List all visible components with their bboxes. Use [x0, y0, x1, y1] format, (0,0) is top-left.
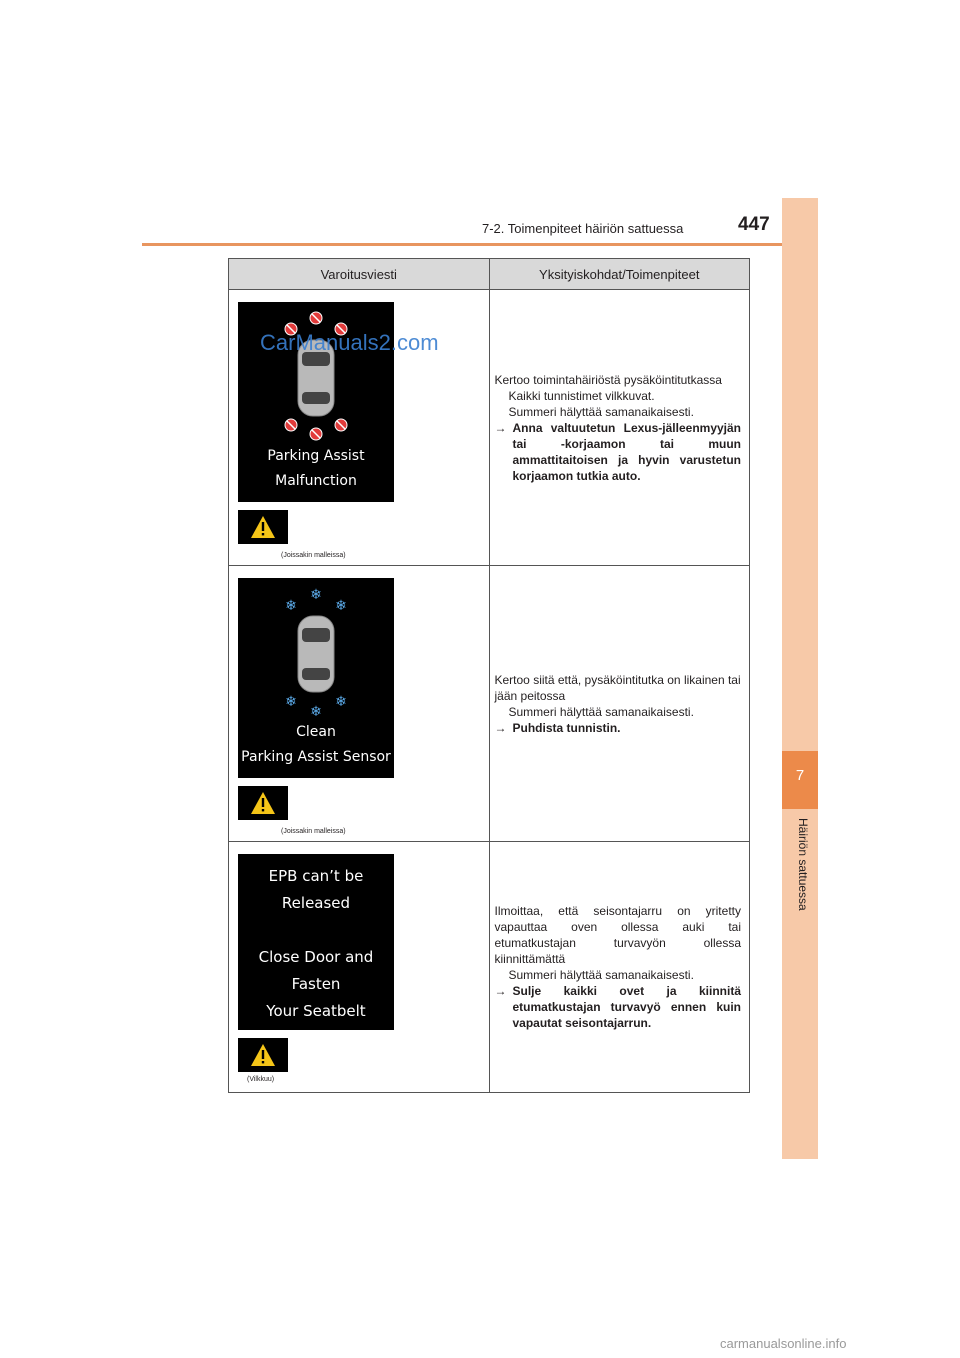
- display-line-3: Close Door and: [258, 948, 374, 966]
- detail-line: Summeri hälyttää samanaikaisesti.: [508, 404, 694, 419]
- display-line-2: Parking Assist Sensor: [241, 749, 391, 765]
- warning-display-cell: [229, 842, 490, 1093]
- side-chapter-number: 7: [782, 751, 818, 809]
- display-line-1: Clean: [296, 724, 336, 740]
- master-warning-icon: [238, 510, 288, 544]
- action-text: Puhdista tunnistin.: [512, 720, 621, 735]
- details-cell: [489, 566, 750, 842]
- icon-note: (Joissakin malleissa): [281, 552, 346, 559]
- details-cell: [489, 842, 750, 1093]
- svg-text:❄: ❄: [285, 694, 297, 710]
- col-header-details: Yksityiskohdat/Toimenpiteet: [489, 259, 750, 290]
- action-line: [495, 420, 742, 484]
- side-tab-band: [782, 198, 818, 1159]
- action-line: [495, 720, 742, 736]
- detail-line: Summeri hälyttää samanaikaisesti.: [508, 968, 694, 982]
- master-warning-icon: [238, 786, 288, 820]
- side-chapter-title: Häiriön sattuessa: [796, 818, 810, 911]
- warning-table: [228, 258, 750, 1093]
- display-line-2: Released: [281, 894, 351, 912]
- action-text: Anna valtuutetun Lexus-jälleenmyyjän tai -korjaamon tai muun ammattitaitoisen ja hyvin varustetun korjaamon tutkia auto.: [512, 420, 741, 483]
- display-screen: [238, 854, 394, 1030]
- icon-note: (Joissakin malleissa): [281, 828, 346, 835]
- col-header-warning: Varoitusviesti: [229, 259, 490, 290]
- detail-line: Summeri hälyttää samanaikaisesti.: [508, 704, 694, 719]
- watermark: CarManuals2.com: [260, 330, 439, 355]
- details-cell: [489, 290, 750, 566]
- description: Kertoo toimintahäiriöstä pysäköintitutkassa: [494, 372, 722, 387]
- icon-note: (Vilkkuu): [247, 1076, 275, 1083]
- master-warning-icon: [238, 1038, 288, 1072]
- arrow-right-icon: →: [494, 984, 507, 998]
- page-number: 447: [738, 214, 770, 235]
- display-line-4: Fasten: [291, 975, 341, 993]
- action-line: [495, 983, 742, 1031]
- svg-text:❄: ❄: [310, 587, 322, 603]
- svg-text:❄: ❄: [335, 598, 347, 614]
- warning-display-cell: [229, 566, 490, 842]
- svg-text:❄: ❄: [310, 704, 322, 718]
- header-rule: [142, 243, 818, 246]
- footer-watermark: carmanualsonline.info: [720, 1336, 847, 1351]
- table-row: [229, 842, 750, 1093]
- section-title: 7-2. Toimenpiteet häiriön sattuessa: [482, 221, 684, 236]
- description: Ilmoittaa, että seisontajarru on yritetty vapauttaa oven ollessa auki tai etumatkustajan turvavyön ollessa kiinnittämättä: [494, 904, 741, 966]
- display-screen: [238, 578, 394, 778]
- table-row: [229, 566, 750, 842]
- action-text: Sulje kaikki ovet ja kiinnitä etumatkustajan turvavyö ennen kuin vapautat seisontajarrun.: [512, 984, 741, 1030]
- display-line-5: Your Seatbelt: [266, 1002, 366, 1020]
- arrow-right-icon: →: [494, 420, 507, 435]
- parking-sensor-snow-icon: [238, 578, 394, 718]
- detail-line: Kaikki tunnistimet vilkkuvat.: [508, 388, 655, 403]
- arrow-right-icon: →: [494, 720, 507, 735]
- svg-text:❄: ❄: [285, 598, 297, 614]
- display-line-1: Parking Assist: [267, 448, 365, 464]
- display-line-2: Malfunction: [275, 473, 357, 489]
- parking-sensor-malfunction-icon: [238, 302, 394, 442]
- svg-text:❄: ❄: [335, 694, 347, 710]
- description: Kertoo siitä että, pysäköintitutka on likainen tai jään peitossa: [494, 672, 741, 703]
- display-line-1: EPB can’t be: [268, 867, 364, 885]
